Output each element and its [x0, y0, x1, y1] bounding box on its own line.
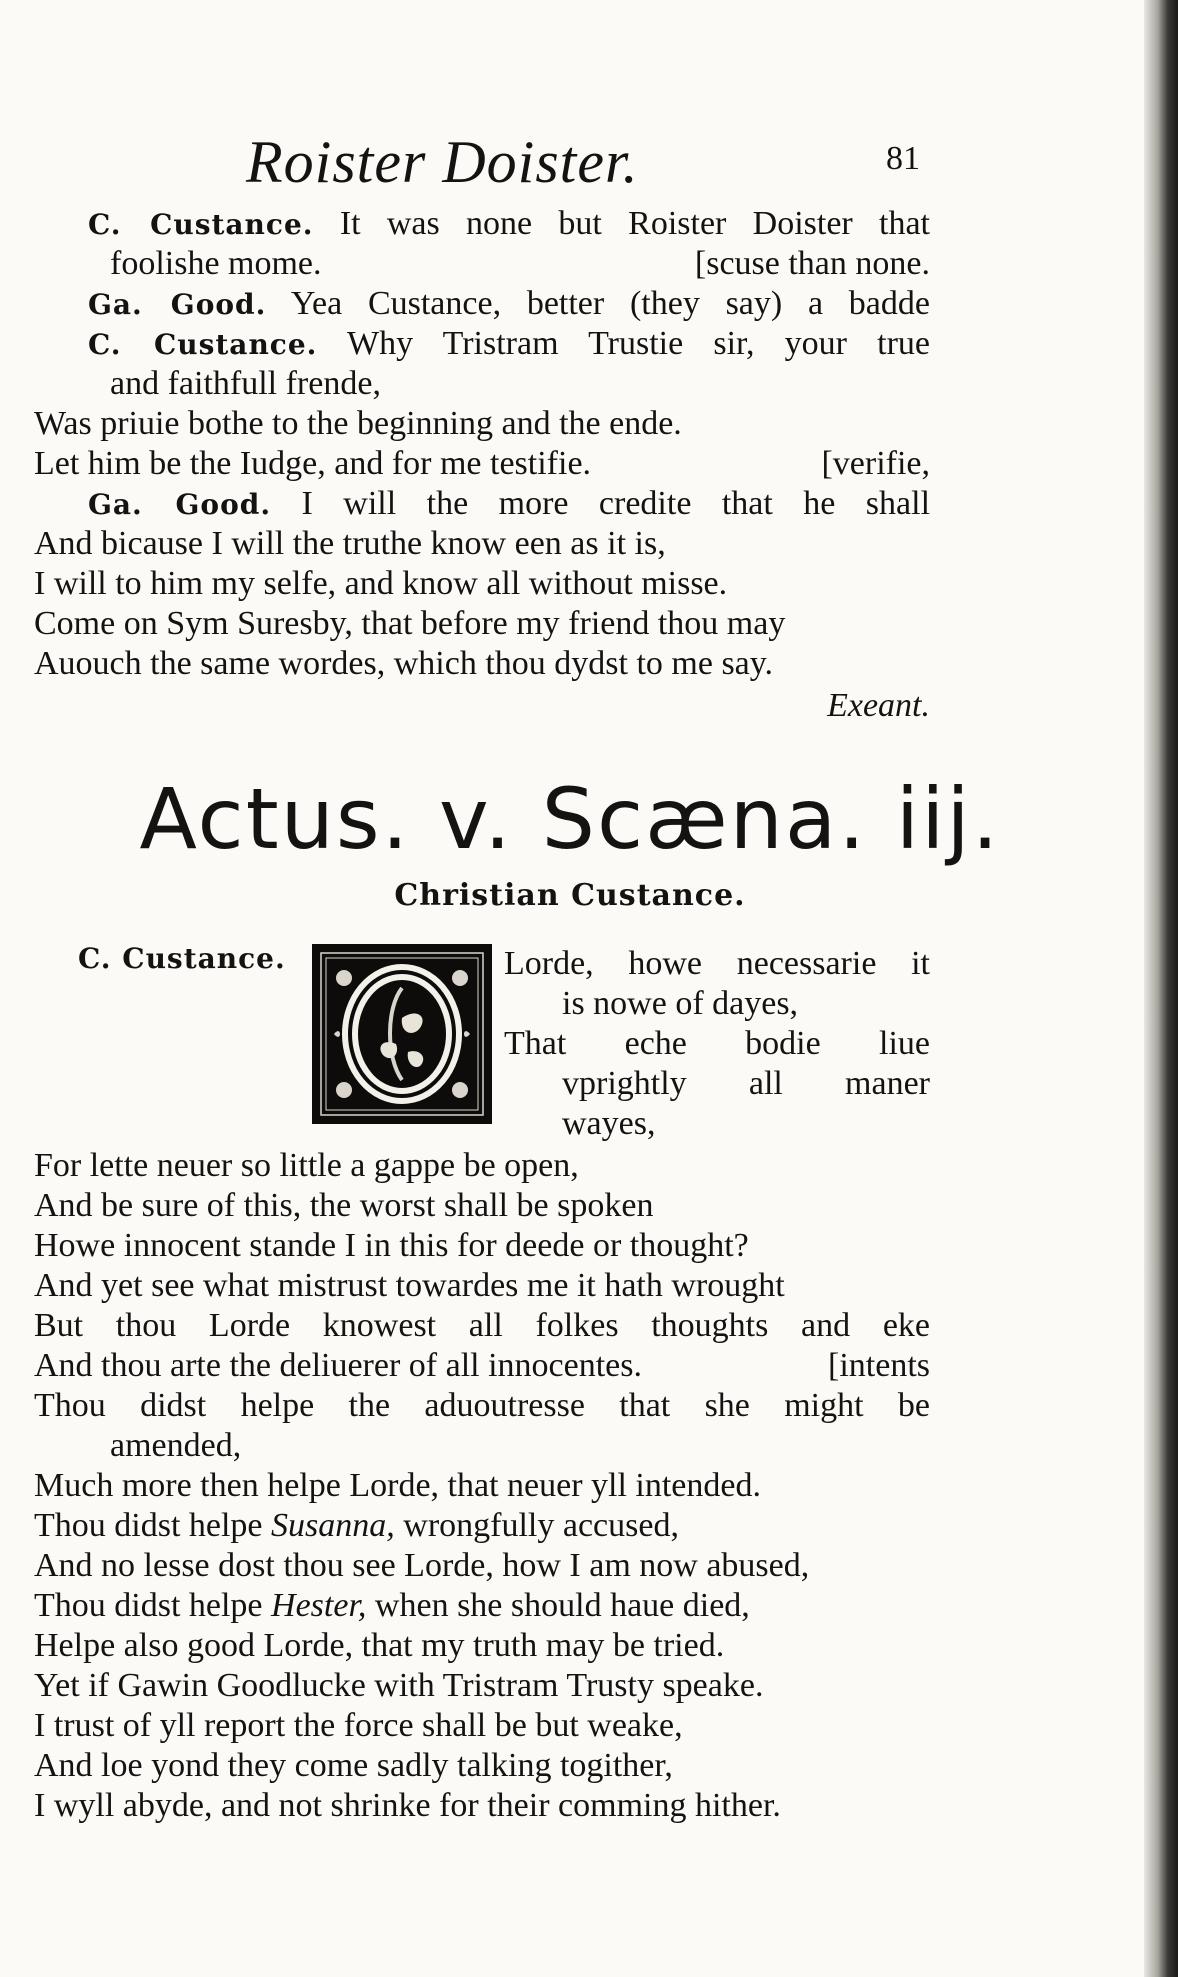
speaker-name: C. Custance.: [88, 208, 314, 241]
verse-line: Much more then helpe Lorde, that neuer yll intended.: [34, 1467, 761, 1504]
verse-line: amended,: [110, 1427, 242, 1464]
verse-line: wayes,: [562, 1105, 656, 1142]
page-edge: [1144, 0, 1178, 1977]
verse-line: And no lesse dost thou see Lorde, how I am now abused,: [34, 1547, 810, 1584]
verse-line: And be sure of this, the worst shall be spoken: [34, 1187, 654, 1224]
verse-line: That eche bodie liue: [504, 1025, 930, 1062]
verse-line: Let him be the Iudge, and for me testifie. [verifie,: [34, 445, 930, 482]
verse-line: I trust of yll report the force shall be but weake,: [34, 1707, 683, 1744]
verse-line: Thou didst helpe the aduoutresse that she might be: [34, 1387, 930, 1424]
speech-line: Ga. Good. Yea Custance, better (they say) a badde: [88, 285, 930, 322]
speaker-name: C. Custance.: [88, 328, 318, 361]
verse-line: Thou didst helpe Susanna, wrongfully accused,: [34, 1507, 679, 1544]
stage-direction: Exeant.: [827, 687, 930, 724]
speaker-name: Ga. Good.: [88, 288, 267, 321]
verse-line: And yet see what mistrust towardes me it hath wrought: [34, 1267, 785, 1304]
verse-line: But thou Lorde knowest all folkes thoughts and eke: [34, 1307, 930, 1344]
speaker-name: Ga. Good.: [88, 488, 272, 521]
running-title: Roister Doister.: [246, 129, 639, 195]
verse-line: Come on Sym Suresby, that before my friend thou may: [34, 605, 786, 642]
speech-line: Ga. Good. I will the more credite that he shall: [88, 485, 931, 522]
verse-line: And bicause I will the truthe know een as it is,: [34, 525, 666, 562]
scene-title: Actus. v. Scæna. iij.: [139, 770, 1001, 868]
name-italic: Hester,: [271, 1587, 367, 1624]
ornamental-initial: [312, 944, 492, 1124]
decorated-initial-o-icon: [316, 948, 488, 1120]
verse-line: I wyll abyde, and not shrinke for their comming hither.: [34, 1787, 781, 1824]
verse-line: vprightly all maner: [562, 1065, 930, 1102]
verse-line: Thou didst helpe Hester, when she should haue died,: [34, 1587, 750, 1624]
verse-line: Helpe also good Lorde, that my truth may be tried.: [34, 1627, 725, 1664]
name-italic: Susanna,: [271, 1507, 395, 1544]
page-header: [0, 128, 1140, 198]
verse-line: Auouch the same wordes, which thou dydst to me say.: [34, 645, 774, 682]
verse-line: Was priuie bothe to the beginning and the ende.: [34, 405, 682, 442]
speech-line: C. Custance. Why Tristram Trustie sir, your true: [88, 325, 931, 362]
verse-line: Yet if Gawin Goodlucke with Tristram Trusty speake.: [34, 1667, 764, 1704]
verse-line: and faithfull frende,: [110, 365, 381, 402]
speech-line: C. Custance. It was none but Roister Doister that: [88, 205, 930, 242]
verse-line: For lette neuer so little a gappe be open,: [34, 1147, 579, 1184]
verse-line: And thou arte the deliuerer of all innocentes. [intents: [34, 1347, 930, 1384]
speaker-name: C. Custance.: [78, 942, 286, 975]
verse-line: And loe yond they come sadly talking togither,: [34, 1747, 673, 1784]
svg-text:O: O: [401, 1072, 403, 1073]
character-heading: Christian Custance.: [394, 878, 746, 913]
verse-line: Howe innocent stande I in this for deede or thought?: [34, 1227, 749, 1264]
verse-line: Lorde, howe necessarie it: [504, 945, 930, 982]
verse-line: foolishe mome. [scuse than none.: [110, 245, 930, 282]
verse-line: is nowe of dayes,: [562, 985, 799, 1022]
verse-line: I will to him my selfe, and know all without misse.: [34, 565, 728, 602]
page-number: 81: [886, 140, 920, 177]
